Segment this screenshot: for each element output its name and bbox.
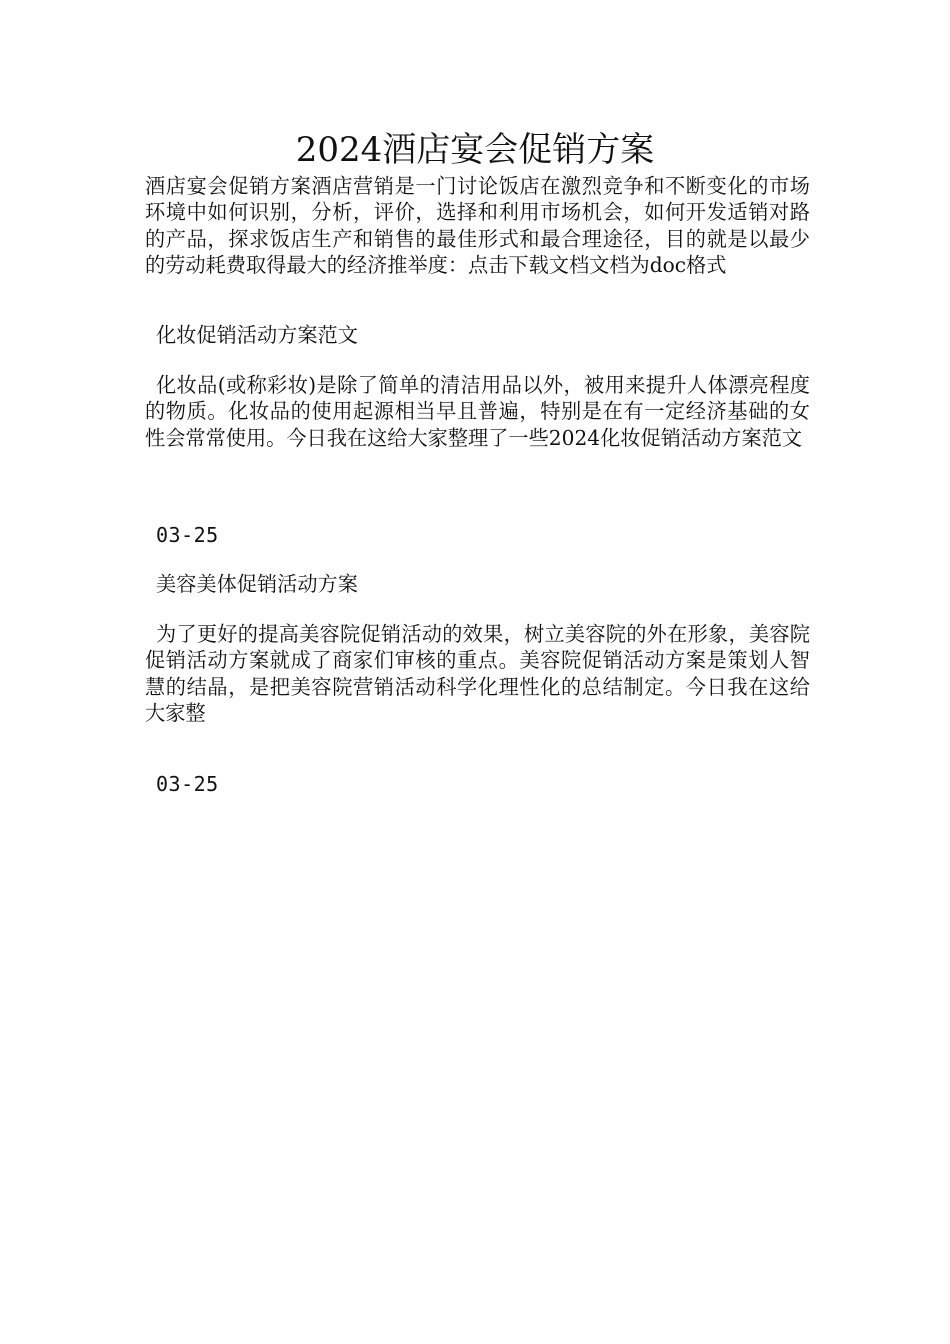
article-title-link[interactable]: 美容美体促销活动方案	[156, 572, 358, 596]
article-description: 化妆品(或称彩妆)是除了简单的清洁用品以外，被用来提升人体漂亮程度的物质。化妆品的使用起源相当早且普遍，特别是在有一定经济基础的女性会常常使用。今日我在这给大家整理了一些2024化妆促销活动方案范文	[145, 373, 810, 450]
intro-paragraph: 酒店宴会促销方案酒店营销是一门讨论饭店在激烈竞争和不断变化的市场环境中如何识别，分析，评价，选择和利用市场机会，如何开发适销对路的产品，探求饭店生产和销售的最佳形式和最合理途径，目的就是以最少的劳动耗费取得最大的经济推举度：点击下载文档文档为doc格式	[145, 174, 810, 278]
article-description: 为了更好的提高美容院促销活动的效果，树立美容院的外在形象，美容院促销活动方案就成了商家们审核的重点。美容院促销活动方案是策划人智慧的结晶，是把美容院营销活动科学化理性化的总结制定。今日我在这给大家整	[145, 622, 810, 726]
document-title: 2024酒店宴会促销方案	[295, 130, 655, 170]
article-title-link[interactable]: 化妆促销活动方案范文	[156, 323, 358, 347]
article-date: 03-25	[156, 523, 219, 547]
article-date: 03-25	[156, 772, 219, 796]
